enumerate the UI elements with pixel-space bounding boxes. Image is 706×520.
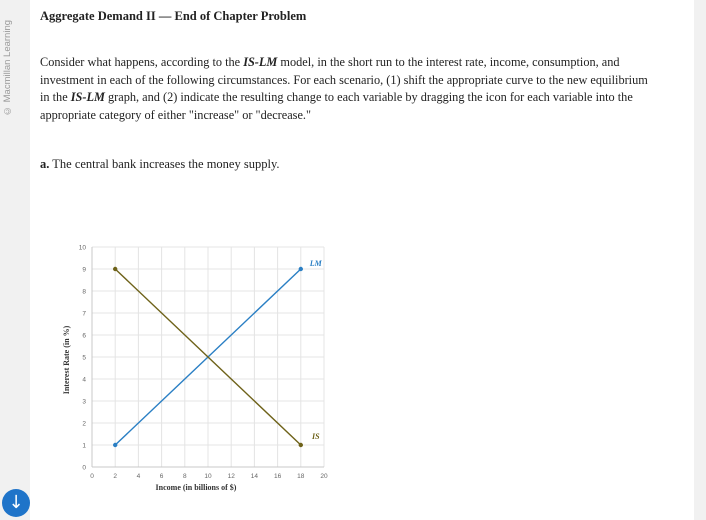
prompt-graph-term: IS-LM — [70, 90, 105, 104]
y-tick-label: 1 — [82, 442, 86, 450]
lm-curve-handle[interactable] — [299, 267, 303, 271]
y-tick-label: 8 — [82, 288, 86, 296]
is-curve-handle[interactable] — [299, 443, 303, 447]
x-axis-label: Income (in billions of $) — [155, 483, 237, 492]
page-title: Aggregate Demand II — End of Chapter Problem — [40, 9, 307, 23]
y-tick-label: 2 — [82, 420, 86, 428]
prompt-text-3: graph, and (2) indicate the resulting change to each variable by dragging the icon for each variable into the appropriate category of either "increase" or "decrease." — [40, 90, 633, 122]
prompt-text-2: model, in the short run to the interest rate, income, consumption, and investment in each of the following circumstances. For each scenario, (1) shift the appropriate curve to the new equilibrium in the — [40, 55, 648, 104]
y-axis-label: Interest Rate (in %) — [62, 325, 71, 395]
scenario-text: The central bank increases the money supply. — [49, 157, 280, 171]
copyright-watermark: © Macmillan Learning — [2, 19, 13, 116]
x-tick-label: 6 — [159, 473, 164, 480]
y-tick-label: 3 — [82, 398, 86, 406]
scenario-letter: a. — [40, 157, 50, 171]
y-tick-label: 7 — [82, 310, 86, 318]
y-tick-label: 4 — [82, 376, 86, 384]
x-tick-label: 0 — [90, 473, 94, 480]
y-tick-label: 5 — [82, 354, 86, 362]
x-tick-label: 16 — [273, 473, 282, 480]
lm-curve-handle[interactable] — [113, 443, 117, 447]
is-curve-handle[interactable] — [113, 267, 117, 271]
lm-curve-label: LM — [309, 259, 322, 268]
scroll-down-button[interactable] — [2, 489, 30, 517]
y-tick-label: 10 — [78, 244, 86, 252]
x-tick-label: 12 — [227, 473, 235, 480]
x-tick-label: 2 — [113, 473, 118, 480]
prompt-model-term: IS-LM — [243, 55, 278, 69]
y-tick-label: 0 — [82, 464, 86, 472]
x-tick-label: 20 — [320, 473, 328, 480]
is-curve-label: IS — [312, 432, 320, 441]
x-tick-label: 4 — [136, 473, 141, 480]
x-tick-label: 8 — [182, 473, 187, 480]
x-tick-label: 18 — [297, 473, 305, 480]
x-tick-label: 10 — [204, 473, 212, 480]
y-tick-label: 9 — [82, 266, 86, 274]
x-tick-label: 14 — [250, 473, 259, 480]
y-tick-label: 6 — [82, 332, 86, 340]
arrow-down-icon: ↓ — [8, 492, 24, 513]
prompt-text-1: Consider what happens, according to the — [40, 55, 244, 69]
